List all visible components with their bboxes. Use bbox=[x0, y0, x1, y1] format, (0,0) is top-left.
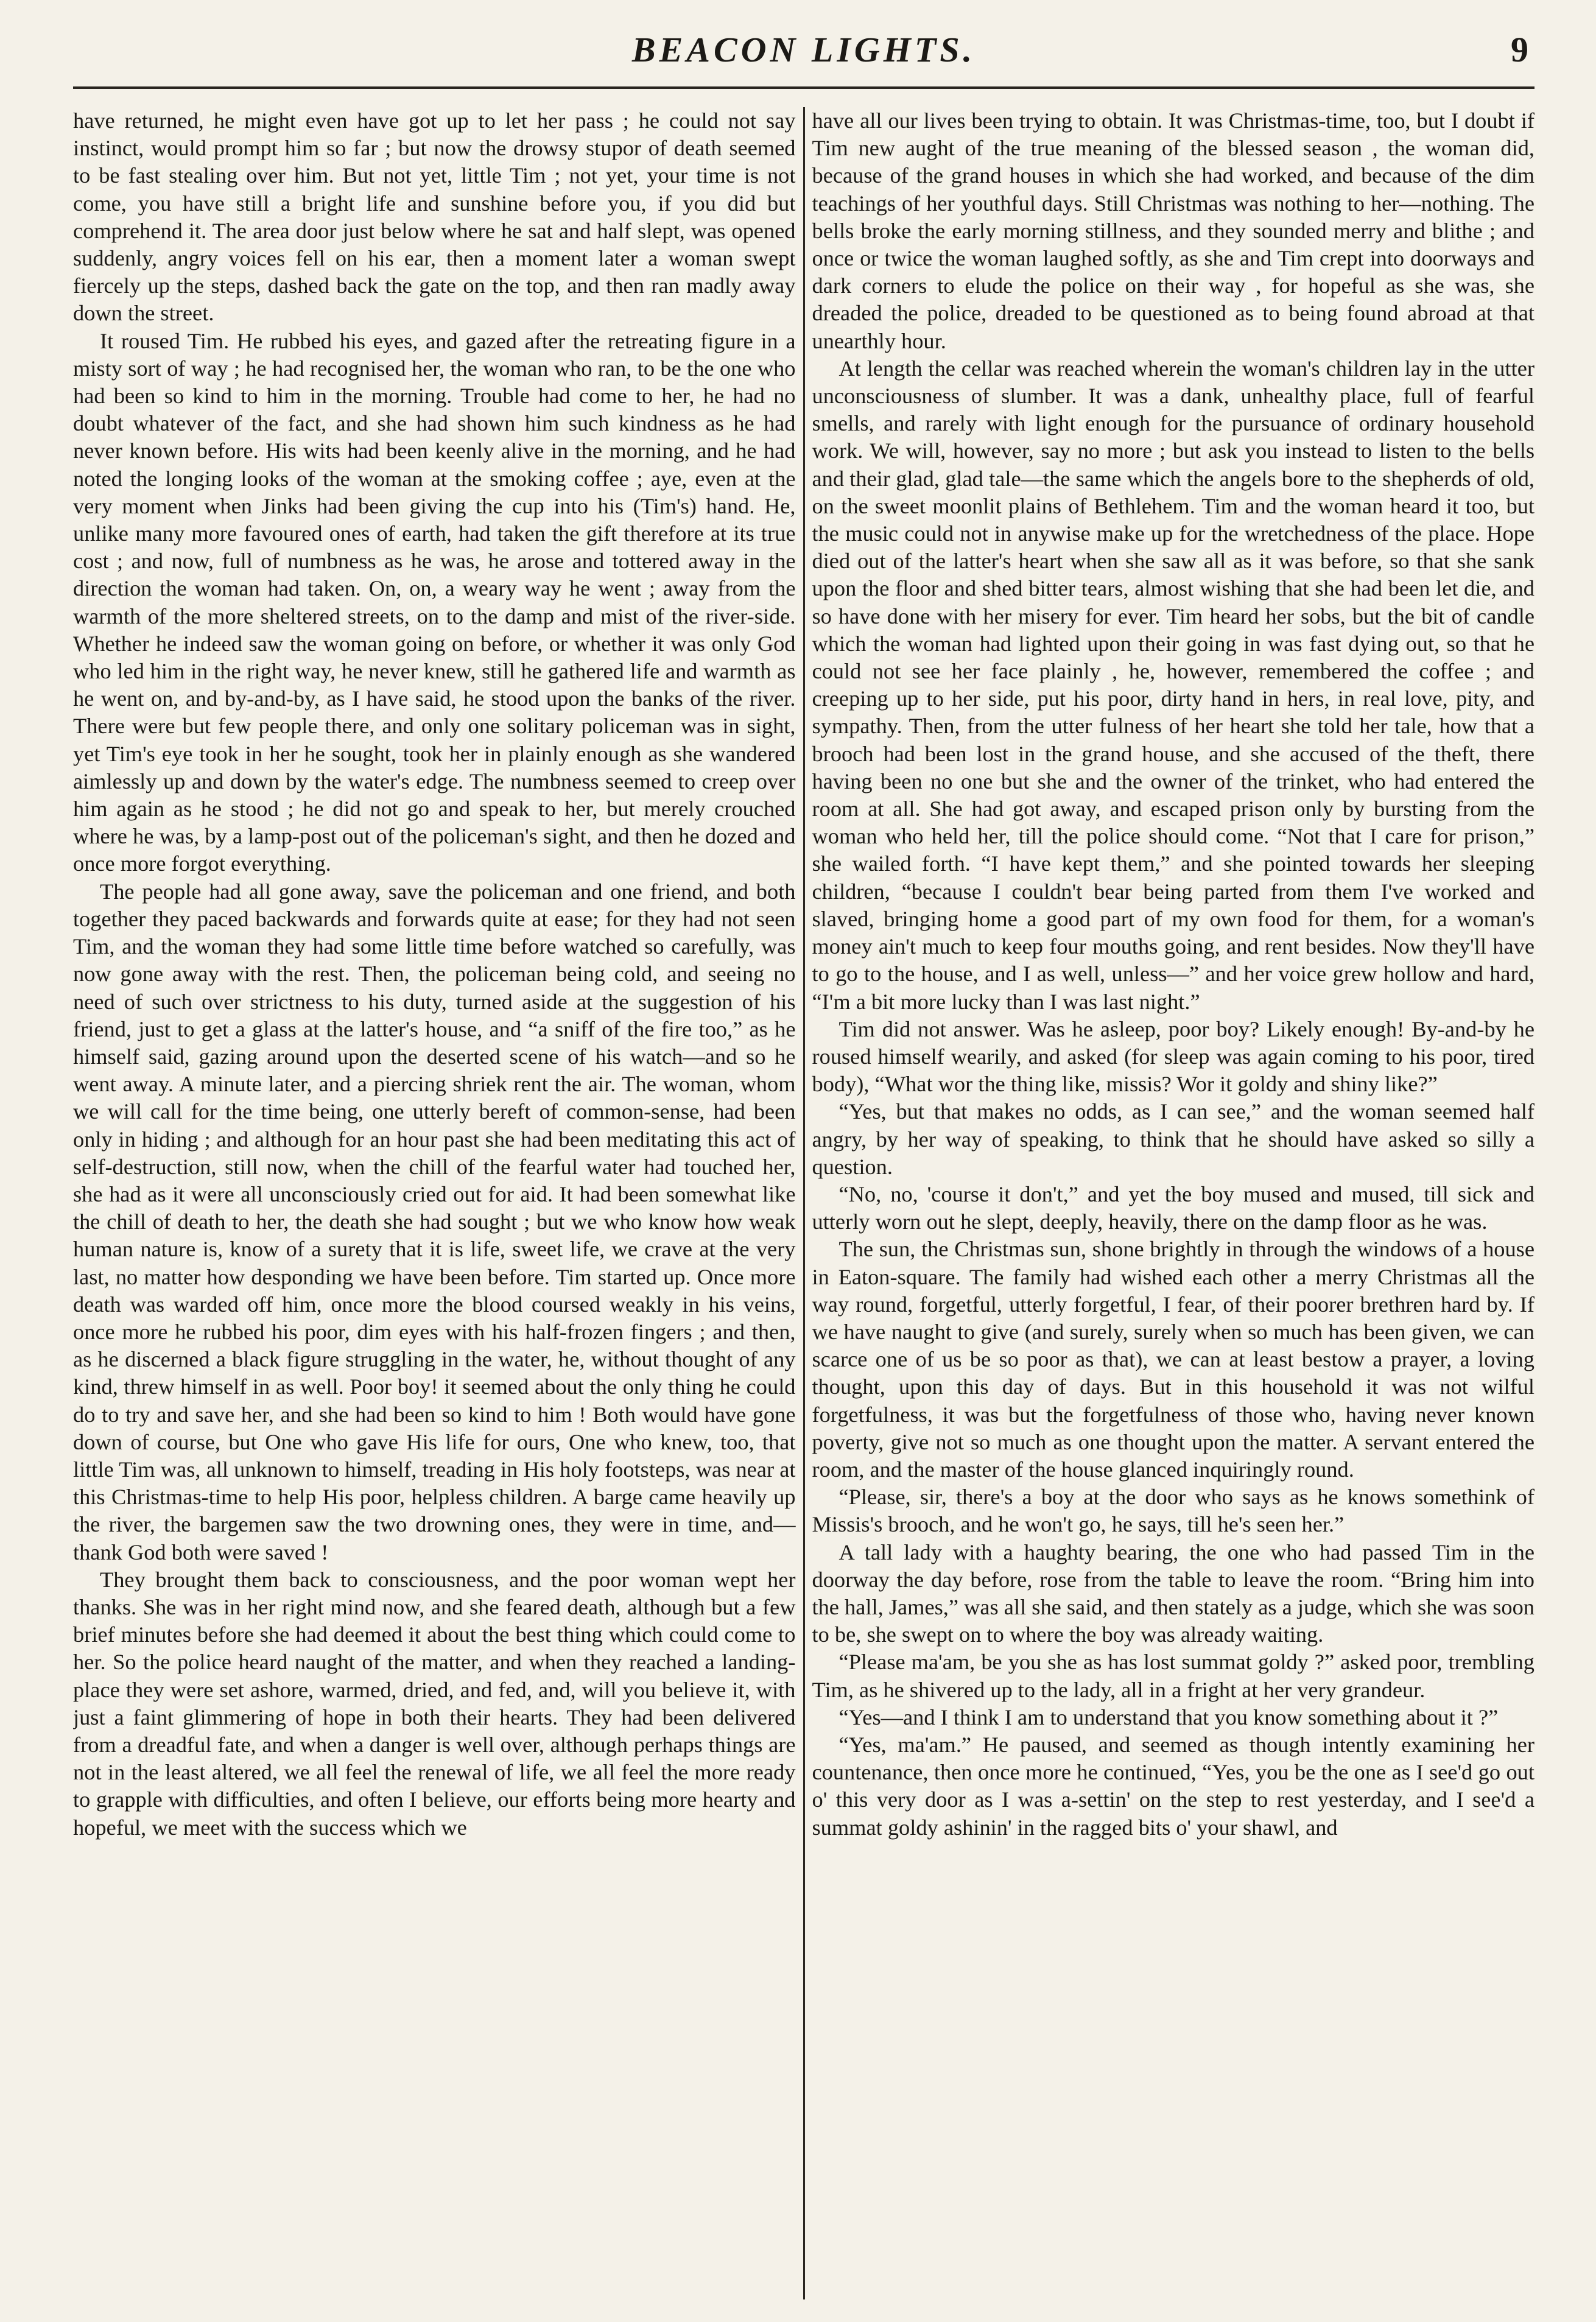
paragraph: A tall lady with a haughty bearing, the one who had passed Tim in the doorway the day before, rose from the table to leave the room. “Bring him into the hall, James,” was all she said, and then stately as a judge, which she was soon to be, she swept on to where the boy was already waiting. bbox=[812, 1539, 1534, 1647]
paragraph: “Yes, but that makes no odds, as I can see,” and the woman seemed half angry, by her way of speaking, to think that he should have asked so silly a question. bbox=[812, 1099, 1534, 1179]
paragraph: have returned, he might even have got up to let her pass ; he could not say instinct, would prompt him so far ; but now the drowsy stupor of death seemed to be fast stealing over him. But not yet, little Tim ; not yet, your time is not come, you have still a bright life and sunshine before you, if you did but comprehend it. The area door just below where he sat and half slept, was opened suddenly, angry voices fell on his ear, then a moment later a woman swept fiercely up the steps, dashed back the gate on the top, and then ran madly away down the street. bbox=[73, 108, 796, 326]
header-rule bbox=[73, 86, 1534, 89]
left-column bbox=[73, 107, 803, 2299]
paragraph: At length the cellar was reached wherein the woman's children lay in the utter unconsciousness of slumber. It was a dank, unhealthy place, full of fearful smells, and rarely with light enough for the pursuance of ordinary household work. We will, however, say no more ; but ask you instead to listen to the bells and their glad, glad tale—the same which the angels bore to the shepherds of old, on the sweet moonlit plains of Bethlehem. Tim and the woman heard it too, but the music could not in anywise make up for the wretchedness of the place. Hope died out of the latter's heart when she saw all as it was before, so that she sank upon the floor and shed bitter tears, almost wishing that she had been let die, and so have done with her misery for ever. Tim heard her sobs, but the bit of candle which the woman had lighted upon their going in was fast dying out, so that he could not see her face plainly , he, however, remembered the coffee ; and creeping up to her side, put his poor, dirty hand in hers, in real love, pity, and sympathy. Then, from the utter fulness of her heart she told her tale, how that a brooch had been lost in the grand house, and she accused of the theft, there having been no one but she and the owner of the trinket, who had entered the room at all. She had got away, and escaped prison only by bursting from the woman who held her, till the police should come. “Not that I care for prison,” she wailed forth. “I have kept them,” and she pointed towards her sleeping children, “because I couldn't bear being parted from them I've worked and slaved, bringing home a good part of my own food for them, for a woman's money ain't much to keep four mouths going, and rent besides. Now they'll have to go to the house, and I as well, unless—” and her voice grew hollow and hard, “I'm a bit more lucky than I was last night.” bbox=[812, 356, 1534, 1014]
text-columns bbox=[73, 107, 1534, 2299]
paragraph: Tim did not answer. Was he asleep, poor boy? Likely enough! By-and-by he roused himself wearily, and asked (for sleep was again coming to his poor, tired body), “What wor the thing like, missis? Wor it goldy and shiny like?” bbox=[812, 1016, 1534, 1097]
paragraph: “Yes—and I think I am to understand that you know something about it ?” bbox=[838, 1705, 1499, 1729]
right-column bbox=[805, 107, 1535, 2299]
paragraph: It roused Tim. He rubbed his eyes, and gazed after the retreating figure in a misty sort of way ; he had recognised her, the woman who ran, to be the one who had been so kind to him in the morning. Trouble had come to her, he had no doubt whatever of the fact, and she had shown him such kindness as he had never known before. His wits had been keenly alive in the morning, and he had noted the longing looks of the woman at the smoking coffee ; aye, even at the very moment when Jinks had been giving the cup into his (Tim's) hand. He, unlike many more favoured ones of earth, had taken the gift therefore at its true cost ; and now, full of numbness as he was, he arose and tottered away in the direction the woman had taken. On, on, a weary way he went ; away from the warmth of the more sheltered streets, on to the damp and mist of the river-side. Whether he indeed saw the woman going on before, or whether it was only God who led him in the right way, he never knew, still he gathered life and warmth as he went on, and by-and-by, as I have said, he stood upon the banks of the river. There were but few people there, and only one solitary policeman was in sight, yet Tim's eye took in her he sought, took her in plainly enough as she wandered aimlessly up and down by the water's edge. The numbness seemed to creep over him again as he stood ; he did not go and speak to her, but merely crouched where he was, by a lamp-post out of the policeman's sight, and then he dozed and once more forgot everything. bbox=[73, 328, 796, 876]
page-number: 9 bbox=[1511, 30, 1528, 69]
paragraph: “No, no, 'course it don't,” and yet the boy mused and mused, till sick and utterly worn out he slept, deeply, heavily, there on the damp floor as he was. bbox=[812, 1181, 1534, 1234]
paragraph: The people had all gone away, save the policeman and one friend, and both together they paced backwards and forwards quite at ease; for they had not seen Tim, and the woman they had some little time before watched so carefully, was now gone away with the rest. Then, the policeman being cold, and seeing no need of such over strictness to his duty, turned aside at the suggestion of his friend, just to get a glass at the latter's house, and “a sniff of the fire too,” as he himself said, gazing around upon the deserted scene of his watch—and so he went away. A minute later, and a piercing shriek rent the air. The woman, whom we will call for the time being, one utterly bereft of common-sense, had been only in hiding ; and although for an hour past she had been meditating this act of self-destruction, still now, when the chill of the fearful water had touched her, she had as it were all unconsciously cried out for aid. It had been somewhat like the chill of death to her, the death she had sought ; but we who know how weak human nature is, know of a surety that it is life, sweet life, we crave at the very last, no matter how desponding we have been before. Tim started up. Once more death was warded off him, once more the blood coursed weakly in his veins, once more he rubbed his poor, dim eyes with his half-frozen fingers ; and then, as he discerned a black figure struggling in the water, he, without thought of any kind, threw himself in as well. Poor boy! it seemed about the only thing he could do to try and save her, and she had been so kind to him ! Both would have gone down of course, but One who gave His life for ours, One who knew, too, that little Tim was, all unknown to himself, treading in His holy footsteps, was near at this Christmas-time to help His poor, helpless children. A barge came heavily up the river, the bargemen saw the two drowning ones, they were in time, and—thank God both were saved ! bbox=[73, 879, 796, 1564]
paragraph: “Please ma'am, be you she as has lost summat goldy ?” asked poor, trembling Tim, as he shivered up to the lady, all in a fright at her very grandeur. bbox=[812, 1650, 1534, 1702]
paragraph: The sun, the Christmas sun, shone brightly in through the windows of a house in Eaton-square. The family had wished each other a merry Christmas all the way round, forgetful, utterly forgetful, I fear, of their poorer brethren hard by. If we have naught to give (and surely, surely when so much has been given, we can scarce one of us be so poor as that), we can at least bestow a prayer, a loving thought, upon this day of days. But in this household it was not wilful forgetfulness, it was but the forgetfulness of those who, having never known poverty, give not so much as one thought upon the matter. A servant entered the room, and the master of the house glanced inquiringly round. bbox=[812, 1237, 1534, 1482]
paragraph: have all our lives been trying to obtain. It was Christmas-time, too, but I doubt if Tim new aught of the true meaning of the blessed season , the woman did, because of the grand houses in which she had worked, and because of the dim teachings of her youthful days. Still Christmas was nothing to her—nothing. The bells broke the early morning stillness, and they sounded merry and blithe ; and once or twice the woman laughed softly, as she and Tim crept into doorways and dark corners to elude the police on their way , for hopeful as she was, she dreaded the police, dreaded to be questioned as to being found abroad at that unearthly hour. bbox=[812, 108, 1534, 353]
paragraph: They brought them back to consciousness, and the poor woman wept her thanks. She was in her right mind now, and she feared death, although but a few brief minutes before she had deemed it about the best thing which could come to her. So the police heard naught of the matter, and when they reached a landing-place they were set ashore, warmed, dried, and fed, and, will you believe it, with just a faint glimmering of hope in both their hearts. They had been delivered from a dreadful fate, and when a danger is well over, although perhaps things are not in the least altered, we all feel the renewal of life, we all feel the more ready to grapple with difficulties, and often I believe, our efforts being more hearty and hopeful, we meet with the success which we bbox=[73, 1567, 796, 1840]
paragraph: “Please, sir, there's a boy at the door who says as he knows somethink of Missis's brooch, and he won't go, he says, till he's seen her.” bbox=[812, 1485, 1534, 1537]
paragraph: “Yes, ma'am.” He paused, and seemed as though intently examining her countenance, then once more he continued, “Yes, you be the one as I see'd go out o' this very door as I was a-settin' on the step to rest yesterday, and I see'd a summat goldy ashinin' in the ragged bits o' your shawl, and bbox=[812, 1732, 1534, 1840]
running-title: BEACON LIGHTS. bbox=[631, 30, 976, 69]
page-header bbox=[73, 24, 1534, 91]
